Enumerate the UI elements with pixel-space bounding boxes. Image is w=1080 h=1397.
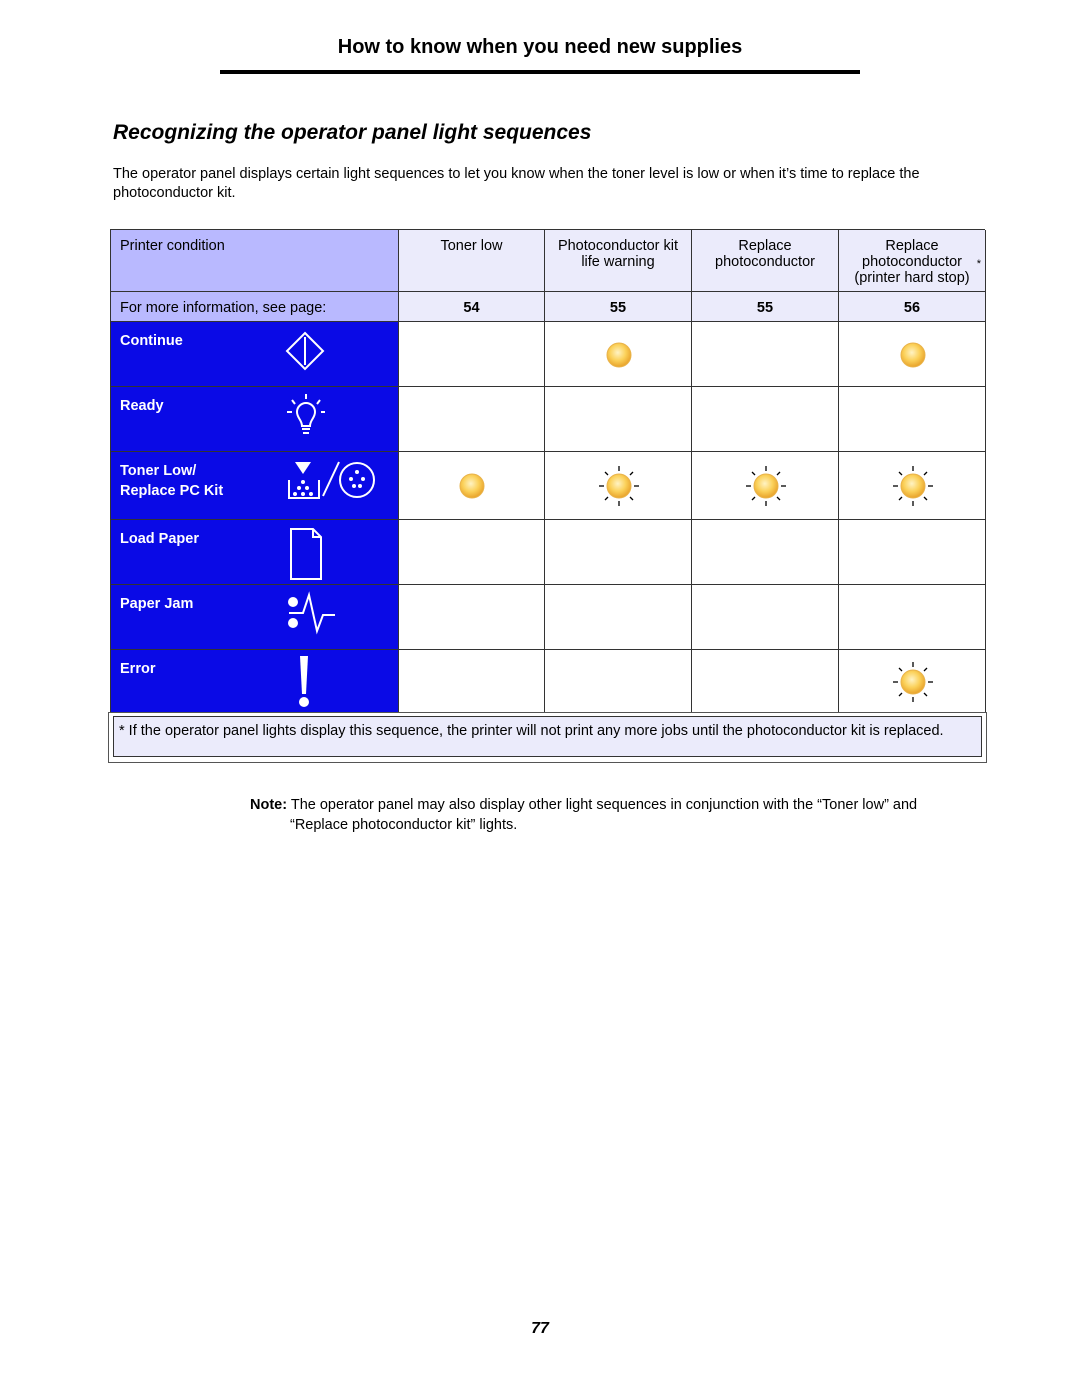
light-cell-2: [545, 585, 692, 650]
printer-condition-label: Printer condition: [120, 238, 225, 254]
indicator-label-line-1: Error: [120, 661, 156, 677]
solid-light-icon: [891, 333, 935, 382]
light-cell-3: [692, 322, 839, 387]
indicator-row-error: [111, 650, 399, 714]
printer-condition-header: [111, 230, 399, 292]
light-cell-3: [692, 520, 839, 585]
blinking-light-icon: [891, 464, 935, 513]
column-header-line-3: (printer hard stop): [854, 270, 970, 286]
indicator-label: [120, 529, 199, 549]
paper-jam-icon: [277, 590, 387, 650]
page-ref-3: [692, 292, 839, 322]
footnote-box: [108, 712, 987, 763]
blinking-light-icon: [597, 464, 641, 513]
light-cell-4: [839, 585, 986, 650]
load-paper-icon: [277, 525, 387, 585]
toner-low-replace-pc-kit-icon: [277, 458, 387, 518]
blinking-light-icon: [891, 660, 935, 709]
see-page-label: For more information, see page:: [120, 300, 327, 316]
column-header-2: [545, 230, 692, 292]
page-ref-number: 55: [756, 300, 774, 316]
indicator-label: [120, 396, 164, 416]
light-cell-3: [692, 650, 839, 714]
page-number: 77: [531, 1320, 549, 1337]
light-cell-4: [839, 650, 986, 714]
light-cell-3: [692, 387, 839, 452]
indicator-label: [120, 461, 223, 501]
see-page-label-cell: [111, 292, 399, 322]
light-cell-1: [399, 520, 545, 585]
ready-lightbulb-icon: [277, 392, 387, 452]
asterisk-marker: *: [976, 258, 981, 270]
indicator-label-line-1: Paper Jam: [120, 596, 194, 612]
column-header-3: [692, 230, 839, 292]
light-cell-4: [839, 520, 986, 585]
page-ref-4: [839, 292, 986, 322]
footnote-text: * If the operator panel lights display this sequence, the printer will not print any more jobs until the photoconductor kit is replaced.: [113, 716, 982, 757]
column-header-line-2: photoconductor: [862, 254, 962, 270]
solid-light-icon: [597, 333, 641, 382]
page-ref-number: 54: [463, 300, 480, 316]
light-cell-1: [399, 387, 545, 452]
indicator-label: [120, 331, 183, 351]
error-exclamation-icon: [277, 654, 387, 714]
light-cell-1: [399, 322, 545, 387]
indicator-label-line-1: Ready: [120, 398, 164, 414]
indicator-row-continue: [111, 322, 399, 387]
column-header-line-1: Photoconductor kit: [557, 238, 679, 254]
light-cell-1: [399, 650, 545, 714]
note-line-2: “Replace photoconductor kit” lights.: [290, 817, 518, 833]
intro-paragraph: The operator panel displays certain light sequences to let you know when the toner level is low or when it’s time to replace the photoconductor kit.: [113, 166, 920, 201]
light-cell-2: [545, 322, 692, 387]
indicator-row-paper-jam: [111, 585, 399, 650]
light-cell-1: [399, 585, 545, 650]
column-header-line-1: Toner low: [440, 238, 503, 254]
blinking-light-icon: [744, 464, 788, 513]
indicator-label-line-2: Replace PC Kit: [120, 483, 224, 499]
indicator-row-load-paper: [111, 520, 399, 585]
page-ref-2: [545, 292, 692, 322]
light-cell-2: [545, 452, 692, 520]
column-header-line-2: photoconductor: [715, 254, 815, 270]
section-title: Recognizing the operator panel light sequences: [113, 121, 592, 144]
column-header-line-2: life warning: [581, 254, 655, 270]
indicator-row-toner-low: [111, 452, 399, 520]
note-label: Note:: [250, 797, 288, 813]
note-line-1: The operator panel may also display other light sequences in conjunction with the “Toner low” and: [290, 797, 918, 813]
column-header-4: [839, 230, 986, 292]
page-ref-number: 55: [609, 300, 627, 316]
column-header-line-1: Replace: [738, 238, 792, 254]
page-ref-1: [399, 292, 545, 322]
column-header-1: [399, 230, 545, 292]
light-cell-3: [692, 585, 839, 650]
light-cell-2: [545, 650, 692, 714]
solid-light-icon: [450, 464, 494, 513]
indicator-label: [120, 594, 193, 614]
header-rule: [220, 70, 860, 74]
light-cell-2: [545, 520, 692, 585]
continue-diamond-icon: [277, 327, 387, 387]
page-ref-number: 56: [903, 300, 921, 316]
note-paragraph: [250, 795, 990, 833]
light-cell-2: [545, 387, 692, 452]
indicator-label-line-1: Load Paper: [120, 531, 199, 547]
light-cell-1: [399, 452, 545, 520]
indicator-row-ready: [111, 387, 399, 452]
light-sequence-table: [110, 229, 985, 713]
indicator-label: [120, 659, 155, 679]
light-cell-4: [839, 322, 986, 387]
running-header: How to know when you need new supplies: [337, 36, 743, 58]
light-cell-4: [839, 452, 986, 520]
indicator-label-line-1: Continue: [120, 333, 183, 349]
light-cell-4: [839, 387, 986, 452]
indicator-label-line-1: Toner Low/: [120, 463, 197, 479]
light-cell-3: [692, 452, 839, 520]
column-header-line-1: Replace: [885, 238, 939, 254]
